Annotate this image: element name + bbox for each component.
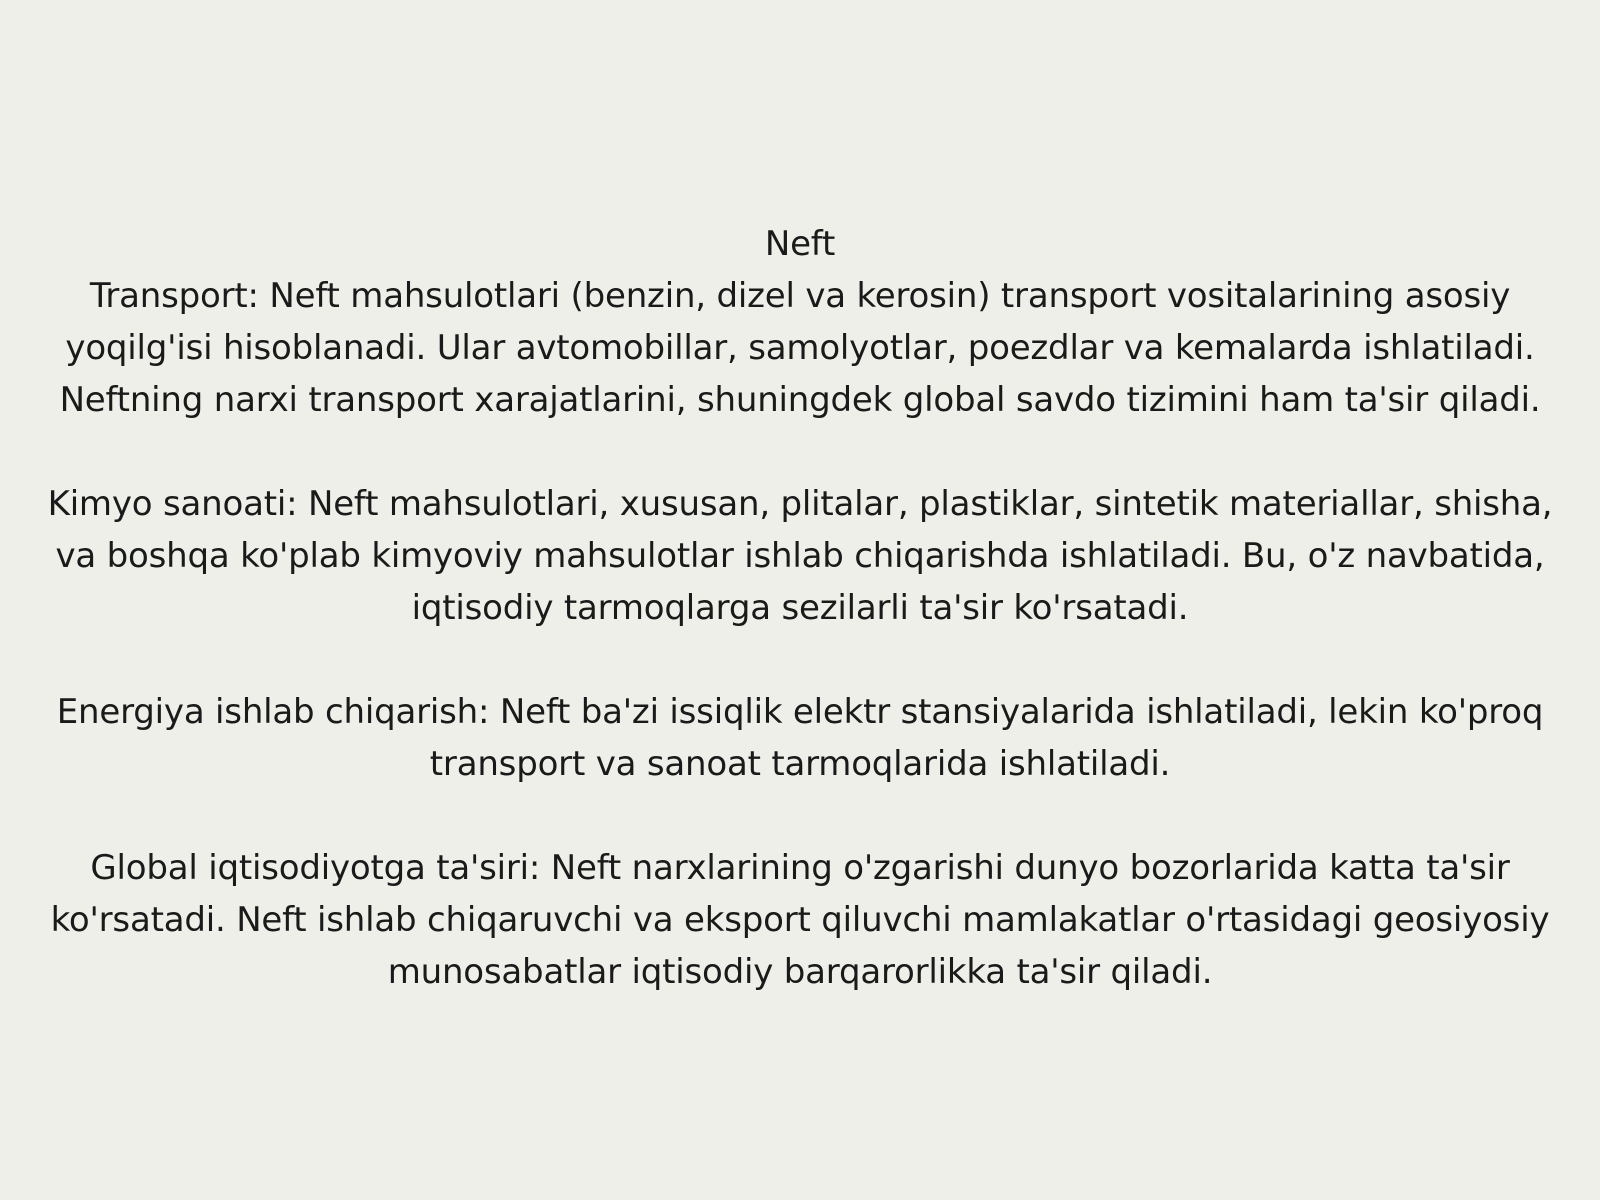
paragraph-line: Kimyo sanoati: Neft mahsulotlari, xususan, plitalar, plastiklar, sintetik materiallar, shisha, [47,484,1553,524]
paragraph-line: munosabatlar iqtisodiy barqarorlikka ta'sir qiladi. [387,952,1213,992]
paragraph-line: va boshqa ko'plab kimyoviy mahsulotlar ishlab chiqarishda ishlatiladi. Bu, o'z navbatida, [55,536,1545,576]
paragraph-line: transport va sanoat tarmoqlarida ishlatiladi. [429,744,1171,784]
paragraph-line: ko'rsatadi. Neft ishlab chiqaruvchi va eksport qiluvchi mamlakatlar o'rtasidagi geosiyosiy [50,900,1550,940]
slide-content [0,218,1600,998]
paragraph-line: Neftning narxi transport xarajatlarini, shuningdek global savdo tizimini ham ta'sir qiladi. [59,380,1541,420]
paragraph-global-iqtisodiyot [0,842,1600,998]
slide-title: Neft [764,224,836,264]
paragraph-energiya [0,686,1600,790]
paragraph-line: Transport: Neft mahsulotlari (benzin, dizel va kerosin) transport vositalarining asosiy [89,276,1511,316]
paragraph-line: Energiya ishlab chiqarish: Neft ba'zi issiqlik elektr stansiyalarida ishlatiladi, lekin ko'proq [56,692,1544,732]
paragraph-line: Global iqtisodiyotga ta'siri: Neft narxlarining o'zgarishi dunyo bozorlarida katta ta'sir [90,848,1510,888]
paragraph-transport [0,270,1600,426]
paragraph-line: yoqilg'isi hisoblanadi. Ular avtomobillar, samolyotlar, poezdlar va kemalarda ishlatiladi. [65,328,1535,368]
paragraph-line: iqtisodiy tarmoqlarga sezilarli ta'sir ko'rsatadi. [411,588,1189,628]
paragraph-kimyo-sanoati [0,478,1600,634]
